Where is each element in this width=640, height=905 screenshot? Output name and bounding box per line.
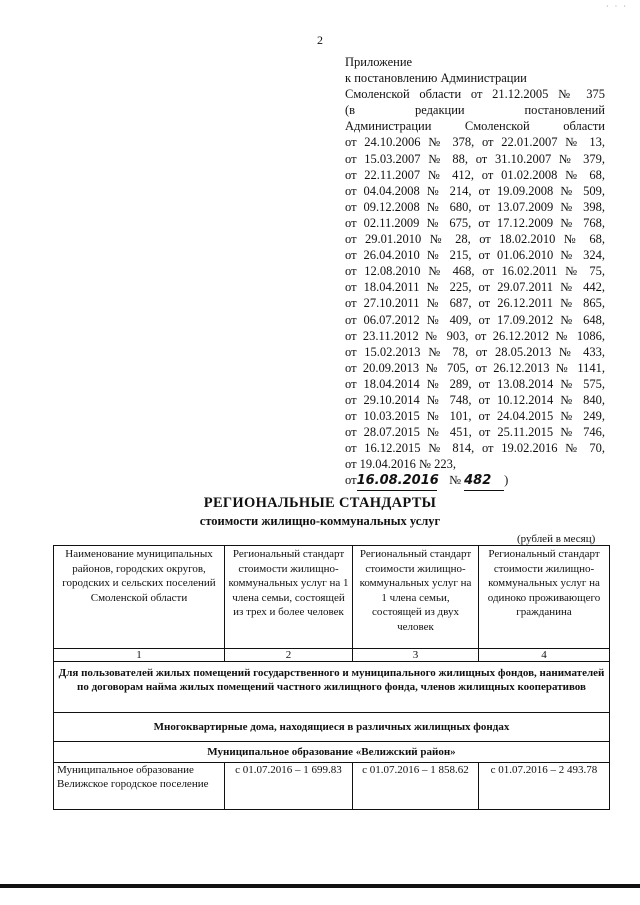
appendix-line: от 20.09.2013 № 705, от 26.12.2013 № 1141, — [345, 360, 605, 375]
appendix-line: Смоленской области от 21.12.2005 № 375 — [345, 87, 605, 102]
appendix-line: от 19.04.2016 № 223, — [345, 457, 456, 472]
appendix-line: Администрации Смоленской области — [345, 119, 605, 134]
column-number: 1 — [54, 649, 225, 662]
standard-value-three-plus: с 01.07.2016 – 1 699.83 — [225, 763, 353, 810]
appendix-line: от 16.12.2015 № 814, от 19.02.2016 № 70, — [345, 441, 605, 456]
appendix-line: от 02.11.2009 № 675, от 17.12.2009 № 768, — [345, 215, 605, 230]
appendix-line: Приложение — [345, 55, 413, 69]
last-line-prefix: от — [345, 473, 357, 488]
document-subtitle: стоимости жилищно-коммунальных услуг — [199, 514, 441, 528]
closing-paren: ) — [504, 473, 509, 488]
number-sign: № — [449, 473, 461, 488]
appendix-signature-line — [345, 472, 605, 490]
table-row — [54, 763, 610, 810]
appendix-line: от 22.11.2007 № 412, от 01.02.2008 № 68, — [345, 167, 605, 182]
appendix-line: от 06.07.2012 № 409, от 17.09.2012 № 648, — [345, 312, 605, 327]
scan-bottom-bar — [0, 884, 640, 888]
appendix-line: от 09.12.2008 № 680, от 13.07.2009 № 398, — [345, 199, 605, 214]
appendix-line: от 15.03.2007 № 88, от 31.10.2007 № 379, — [345, 151, 605, 166]
column-number: 3 — [353, 649, 479, 662]
appendix-line: от 23.11.2012 № 903, от 26.12.2012 № 1086, — [345, 328, 605, 343]
standard-value-single: с 01.07.2016 – 2 493.78 — [479, 763, 610, 810]
section-heading: Муниципальное образование «Велижский район» — [54, 742, 610, 763]
appendix-line: от 28.07.2015 № 451, от 25.11.2015 № 746, — [345, 425, 605, 440]
header-cell: Региональный стандарт стоимости жилищно-коммунальных услуг на 1 члена семьи, состоящей из двух человек — [353, 546, 479, 649]
appendix-line: от 18.04.2014 № 289, от 13.08.2014 № 575, — [345, 376, 605, 391]
header-cell: Региональный стандарт стоимости жилищно-коммунальных услуг на 1 члена семьи, состоящей из трех и более человек — [225, 546, 353, 649]
handwritten-number: 482 — [464, 473, 504, 490]
appendix-line: (в редакции постановлений — [345, 103, 605, 118]
appendix-line: от 04.04.2008 № 214, от 19.09.2008 № 509, — [345, 183, 605, 198]
standard-value-two: с 01.07.2016 – 1 858.62 — [353, 763, 479, 810]
settlement-name: Муниципальное образование Велижское городское поселение — [54, 763, 225, 810]
appendix-line: от 24.10.2006 № 378, от 22.01.2007 № 13, — [345, 135, 605, 150]
standards-table — [53, 545, 610, 810]
appendix-line: от 27.10.2011 № 687, от 26.12.2011 № 865, — [345, 296, 605, 311]
units-label: (рублей в месяц) — [517, 533, 596, 545]
appendix-line: от 12.08.2010 № 468, от 16.02.2011 № 75, — [345, 264, 605, 279]
section-row-buildings — [54, 713, 610, 742]
appendix-block — [345, 54, 605, 491]
appendix-line: к постановлению Администрации — [345, 71, 527, 86]
scan-corner-mark: · · · — [606, 2, 628, 11]
header-cell: Наименование муниципальных районов, городских округов, городских и сельских поселений Смоленской области — [54, 546, 225, 649]
header-cell: Региональный стандарт стоимости жилищно-коммунальных услуг на одиноко проживающего гражданина — [479, 546, 610, 649]
document-title: РЕГИОНАЛЬНЫЕ СТАНДАРТЫ — [203, 495, 437, 511]
column-number: 2 — [225, 649, 353, 662]
section-row-users — [54, 662, 610, 713]
page-number: 2 — [317, 33, 323, 47]
section-heading: Многоквартирные дома, находящиеся в различных жилищных фондах — [54, 713, 610, 742]
appendix-line: от 15.02.2013 № 78, от 28.05.2013 № 433, — [345, 344, 605, 359]
appendix-line: от 18.04.2011 № 225, от 29.07.2011 № 442, — [345, 280, 605, 295]
appendix-line: от 26.04.2010 № 215, от 01.06.2010 № 324, — [345, 248, 605, 263]
section-heading: Для пользователей жилых помещений государственного и муниципального жилищных фондов, нанимателей по договорам найма жилых помещений частного жилищного фонда, членов жилищных кооперативов — [54, 662, 610, 713]
table-header-row — [54, 546, 610, 649]
appendix-line: от 29.10.2014 № 748, от 10.12.2014 № 840, — [345, 392, 605, 407]
column-number-row — [54, 649, 610, 662]
appendix-line: от 10.03.2015 № 101, от 24.04.2015 № 249, — [345, 409, 605, 424]
handwritten-date: 16.08.2016 — [357, 473, 437, 490]
section-row-municipality — [54, 742, 610, 763]
column-number: 4 — [479, 649, 610, 662]
appendix-line: от 29.01.2010 № 28, от 18.02.2010 № 68, — [345, 232, 605, 247]
